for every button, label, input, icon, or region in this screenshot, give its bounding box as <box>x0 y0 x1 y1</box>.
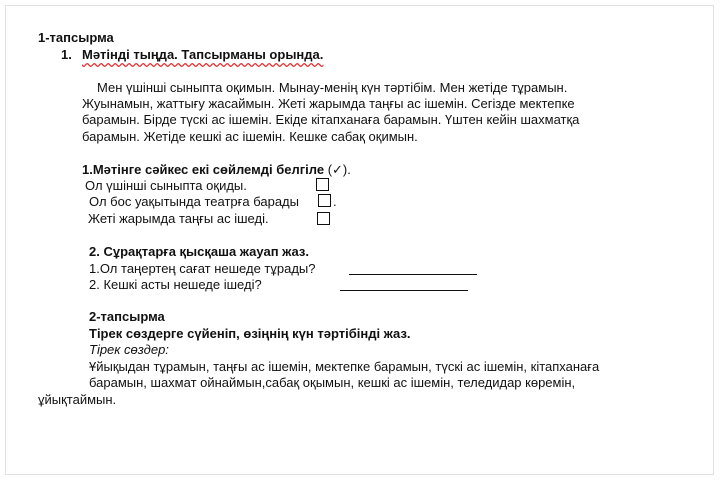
task1-subheading-number: 1. <box>61 47 72 62</box>
checkbox-sentence-2[interactable] <box>318 194 331 207</box>
answer-line-1[interactable] <box>349 274 477 275</box>
support-words-label: Тірек сөздер: <box>89 342 169 357</box>
task1-subheading: Мәтінді тыңда. Тапсырманы орында. <box>82 47 324 62</box>
exercise1-title <box>82 162 351 178</box>
exercise1-title-text: 1.Мәтінге сәйкес екі сөйлемді белгіле <box>82 162 325 177</box>
sentence-1: Ол үшінші сыныпта оқиды. <box>85 178 247 193</box>
support-line: ұйықтаймын. <box>38 392 117 407</box>
answer-line-2[interactable] <box>340 290 468 291</box>
sentence-2-period: . <box>333 194 337 209</box>
exercise1-title-suffix: (✓). <box>324 162 351 177</box>
sentence-2: Ол бос уақытында театрға барады <box>89 194 299 209</box>
paragraph-line: барамын. Бірде түскі ас ішемін. Екіде кітапханаға барамын. Үштен кейін шахматқа <box>82 112 580 127</box>
support-line: барамын, шахмат ойнаймын,сабақ оқымын, кешкі ас ішемін, теледидар көремін, <box>89 375 576 390</box>
support-line: Ұйықыдан тұрамын, таңғы ас ішемін, мектепке барамын, түскі ас ішемін, кітапханаға <box>89 359 600 374</box>
checkbox-sentence-3[interactable] <box>317 212 330 225</box>
task2-heading: 2-тапсырма <box>89 309 165 324</box>
task2-instruction: Тірек сөздерге сүйеніп, өзіңнің күн тәртібінді жаз. <box>89 326 411 341</box>
task1-heading: 1-тапсырма <box>38 30 114 45</box>
question-1: 1.Ол таңертең сағат нешеде тұрады? <box>89 261 316 276</box>
checkbox-sentence-1[interactable] <box>316 178 329 191</box>
paragraph-line: Жуынамын, жаттығу жасаймын. Жеті жарымда таңғы ас ішемін. Сегізде мектепке <box>82 96 575 111</box>
exercise2-title: 2. Сұрақтарға қысқаша жауап жаз. <box>89 244 309 259</box>
sentence-3: Жеті жарымда таңғы ас ішеді. <box>88 211 269 226</box>
question-2: 2. Кешкі асты нешеде ішеді? <box>89 277 262 292</box>
paragraph-line: Мен үшінші сыныпта оқимын. Мынау-менің күн тәртібім. Мен жетіде тұрамын. <box>97 80 568 95</box>
paragraph-line: барамын. Жетіде кешкі ас ішемін. Кешке сабақ оқимын. <box>82 129 418 144</box>
